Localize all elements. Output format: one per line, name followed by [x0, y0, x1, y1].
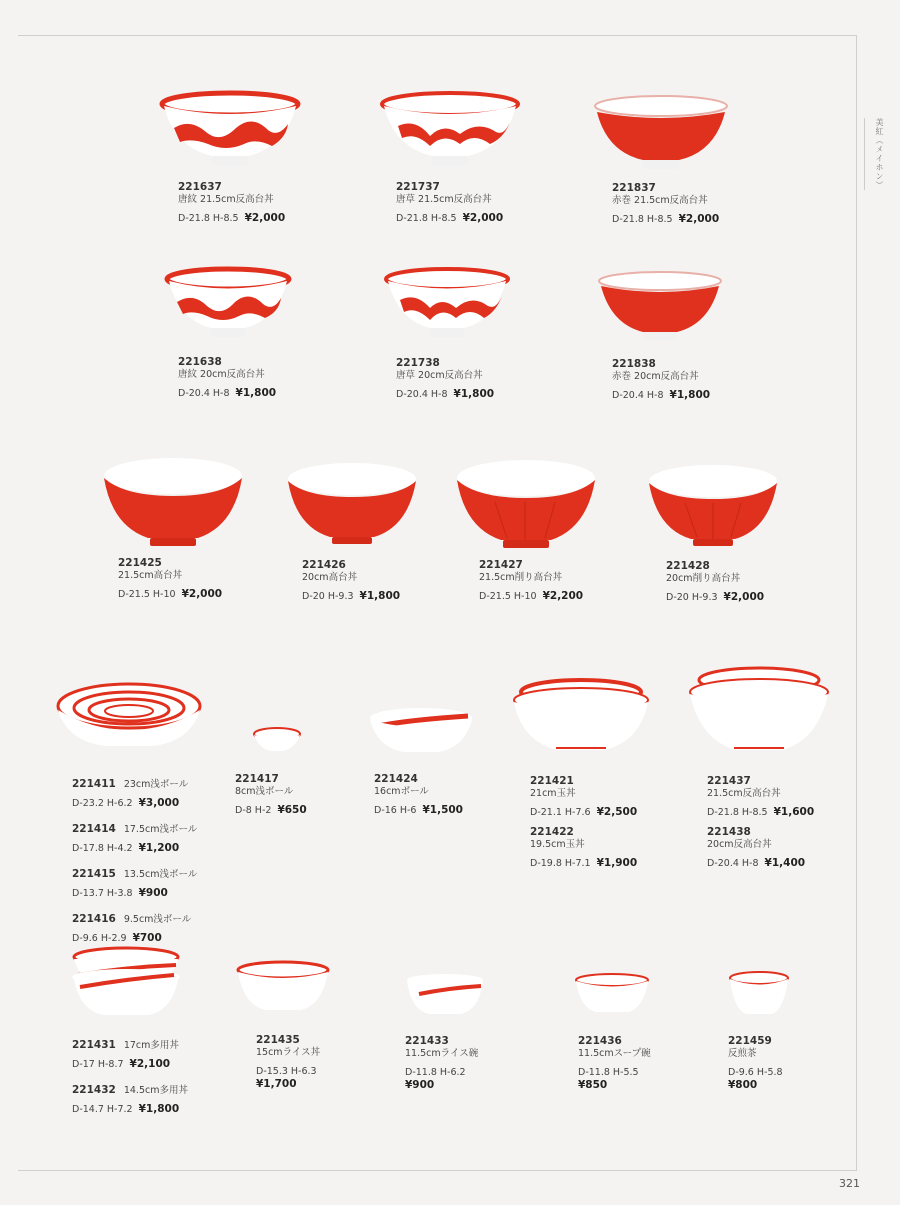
product-price: ¥850	[578, 1079, 608, 1091]
product-price: ¥3,000	[138, 797, 180, 809]
product-221432	[72, 1078, 188, 1116]
product-221416	[72, 907, 197, 945]
product-221637	[178, 181, 285, 225]
product-221422	[530, 826, 637, 870]
product-dims: D-13.7 H-3.8	[72, 888, 133, 899]
product-code: 221838	[612, 358, 656, 370]
product-code: 221431	[72, 1039, 116, 1051]
bowl-image-221421-nested	[512, 676, 650, 756]
product-dims: D-21.5 H-10	[479, 591, 537, 602]
product-code: 221414	[72, 823, 116, 835]
product-dims: D-21.8 H-8.5	[396, 213, 457, 224]
product-price: ¥650	[277, 804, 307, 816]
product-name: 反煎茶	[728, 1048, 757, 1059]
product-221421	[530, 775, 637, 819]
product-price: ¥700	[132, 932, 162, 944]
product-group-shallow-bowls	[72, 772, 197, 952]
product-name: 唐草 20cm反高台丼	[396, 370, 483, 381]
bowl-image-221837	[593, 94, 729, 174]
product-name: 9.5cm浅ボール	[123, 914, 192, 925]
bowl-image-221417	[252, 726, 302, 754]
product-dims: D-20.4 H-8	[178, 388, 230, 399]
product-221424	[374, 773, 463, 817]
bowl-image-221436	[574, 972, 650, 1018]
product-code: 221415	[72, 868, 116, 880]
product-221638	[178, 356, 276, 400]
product-price: ¥2,000	[678, 213, 720, 225]
product-group-sorikodai	[707, 775, 814, 877]
product-price: ¥1,200	[138, 842, 180, 854]
product-name: 21cm玉丼	[530, 788, 576, 799]
bowl-image-221425	[102, 456, 244, 550]
bowl-image-221411-nested	[56, 680, 202, 754]
product-name: 唐草 21.5cm反高台丼	[396, 194, 492, 205]
product-dims: D-21.8 H-8.5	[178, 213, 239, 224]
product-price: ¥2,000	[462, 212, 504, 224]
product-code: 221428	[666, 560, 710, 572]
product-dims: D-20.4 H-8	[612, 390, 664, 401]
product-price: ¥1,800	[453, 388, 495, 400]
bowl-image-221738	[384, 268, 510, 344]
bowl-image-221426	[286, 461, 418, 549]
product-code: 221425	[118, 557, 162, 569]
product-price: ¥1,800	[359, 590, 401, 602]
bowl-image-221433	[405, 972, 485, 1020]
product-price: ¥1,700	[256, 1078, 297, 1090]
product-221425	[118, 557, 222, 601]
product-code: 221417	[235, 773, 279, 785]
product-code: 221435	[256, 1034, 300, 1046]
product-name: 20cm反高台丼	[707, 839, 772, 850]
side-tab: 美紅（メイホン）	[864, 118, 885, 190]
product-221411	[72, 772, 197, 810]
product-221837	[612, 182, 719, 226]
product-dims: D-21.8 H-8.5	[612, 214, 673, 225]
product-name: 唐紋 21.5cm反高台丼	[178, 194, 274, 205]
product-group-tayo	[72, 1033, 188, 1123]
product-name: 20cm高台丼	[302, 572, 358, 583]
product-price: ¥1,800	[138, 1103, 180, 1115]
product-dims: D-19.8 H-7.1	[530, 858, 591, 869]
product-price: ¥2,100	[129, 1058, 171, 1070]
product-price: ¥1,900	[596, 857, 638, 869]
product-name: 16cmボール	[374, 786, 429, 797]
product-dims: D-15.3 H-6.3	[256, 1066, 317, 1077]
product-price: ¥1,400	[764, 857, 806, 869]
product-221435	[256, 1034, 320, 1090]
product-name: 赤巻 20cm反高台丼	[612, 371, 699, 382]
product-code: 221433	[405, 1035, 449, 1047]
product-price: ¥1,600	[773, 806, 815, 818]
product-name: 17cm多用丼	[123, 1040, 179, 1051]
product-name: 8cm浅ボール	[235, 786, 294, 797]
product-221437	[707, 775, 814, 819]
bowl-image-221737	[380, 92, 520, 172]
product-code: 221437	[707, 775, 751, 787]
product-dims: D-8 H-2	[235, 805, 272, 816]
product-name: 21.5cm反高台丼	[707, 788, 781, 799]
bowl-image-221431-nested	[70, 945, 182, 1021]
product-code: 221436	[578, 1035, 622, 1047]
product-price: ¥2,000	[723, 591, 765, 603]
product-price: ¥900	[138, 887, 168, 899]
product-price: ¥2,000	[244, 212, 286, 224]
product-dims: D-21.8 H-8.5	[707, 807, 768, 818]
product-code: 221426	[302, 559, 346, 571]
product-price: ¥2,200	[542, 590, 584, 602]
bowl-image-221838	[597, 270, 723, 346]
product-code: 221411	[72, 778, 116, 790]
product-code: 221424	[374, 773, 418, 785]
product-dims: D-20 H-9.3	[666, 592, 718, 603]
product-dims: D-20 H-9.3	[302, 591, 354, 602]
product-price: ¥1,800	[235, 387, 277, 399]
product-name: 19.5cm玉丼	[530, 839, 585, 850]
product-name: 21.5cm高台丼	[118, 570, 183, 581]
bowl-image-221424	[368, 704, 474, 756]
product-dims: D-20.4 H-8	[396, 389, 448, 400]
product-221459	[728, 1035, 783, 1091]
bowl-image-221435	[236, 960, 330, 1016]
product-code: 221438	[707, 826, 751, 838]
bowl-image-221637	[160, 92, 300, 172]
product-price: ¥800	[728, 1079, 758, 1091]
product-221427	[479, 559, 583, 603]
bowl-image-221437-nested	[688, 664, 830, 758]
product-code: 221837	[612, 182, 656, 194]
product-dims: D-20.4 H-8	[707, 858, 759, 869]
product-name: 15cmライス丼	[256, 1047, 321, 1058]
bowl-image-221427	[455, 458, 597, 552]
product-name: 唐紋 20cm反高台丼	[178, 369, 265, 380]
product-221414	[72, 817, 197, 855]
product-name: 21.5cm削り高台丼	[479, 572, 563, 583]
product-name: 11.5cmライス碗	[405, 1048, 479, 1059]
product-price: ¥900	[405, 1079, 435, 1091]
product-price: ¥2,000	[181, 588, 223, 600]
product-dims: D-9.6 H-2.9	[72, 933, 127, 944]
product-dims: D-17 H-8.7	[72, 1059, 124, 1070]
product-221426	[302, 559, 400, 603]
product-code: 221416	[72, 913, 116, 925]
product-221433	[405, 1035, 478, 1091]
bowl-image-221638	[165, 268, 291, 344]
product-dims: D-21.1 H-7.6	[530, 807, 591, 818]
product-price: ¥1,800	[669, 389, 711, 401]
product-code: 221421	[530, 775, 574, 787]
product-group-tamadon	[530, 775, 637, 877]
product-name: 11.5cmスープ碗	[578, 1048, 651, 1059]
product-name: 14.5cm多用丼	[123, 1085, 188, 1096]
product-221838	[612, 358, 710, 402]
product-dims: D-11.8 H-6.2	[405, 1067, 466, 1078]
product-name: 17.5cm浅ボール	[123, 824, 198, 835]
bowl-image-221459	[728, 970, 790, 1020]
product-code: 221637	[178, 181, 222, 193]
product-221431	[72, 1033, 188, 1071]
product-dims: D-23.2 H-6.2	[72, 798, 133, 809]
product-code: 221638	[178, 356, 222, 368]
product-221438	[707, 826, 814, 870]
product-code: 221422	[530, 826, 574, 838]
product-221417	[235, 773, 307, 817]
product-price: ¥2,500	[596, 806, 638, 818]
product-221738	[396, 357, 494, 401]
product-code: 221738	[396, 357, 440, 369]
product-dims: D-16 H-6	[374, 805, 417, 816]
product-code: 221427	[479, 559, 523, 571]
product-name: 20cm削り高台丼	[666, 573, 741, 584]
product-221436	[578, 1035, 651, 1091]
product-price: ¥1,500	[422, 804, 463, 816]
page-number: 321	[839, 1177, 860, 1190]
product-221415	[72, 862, 197, 900]
product-code: 221459	[728, 1035, 772, 1047]
product-name: 赤巻 21.5cm反高台丼	[612, 195, 708, 206]
product-221428	[666, 560, 764, 604]
product-221737	[396, 181, 503, 225]
bowl-image-221428	[647, 463, 779, 551]
product-dims: D-14.7 H-7.2	[72, 1104, 133, 1115]
product-dims: D-17.8 H-4.2	[72, 843, 133, 854]
product-dims: D-11.8 H-5.5	[578, 1067, 639, 1078]
product-name: 13.5cm浅ボール	[123, 869, 198, 880]
product-code: 221432	[72, 1084, 116, 1096]
product-dims: D-9.6 H-5.8	[728, 1067, 783, 1078]
product-name: 23cm浅ボール	[123, 779, 189, 790]
product-code: 221737	[396, 181, 440, 193]
product-dims: D-21.5 H-10	[118, 589, 176, 600]
